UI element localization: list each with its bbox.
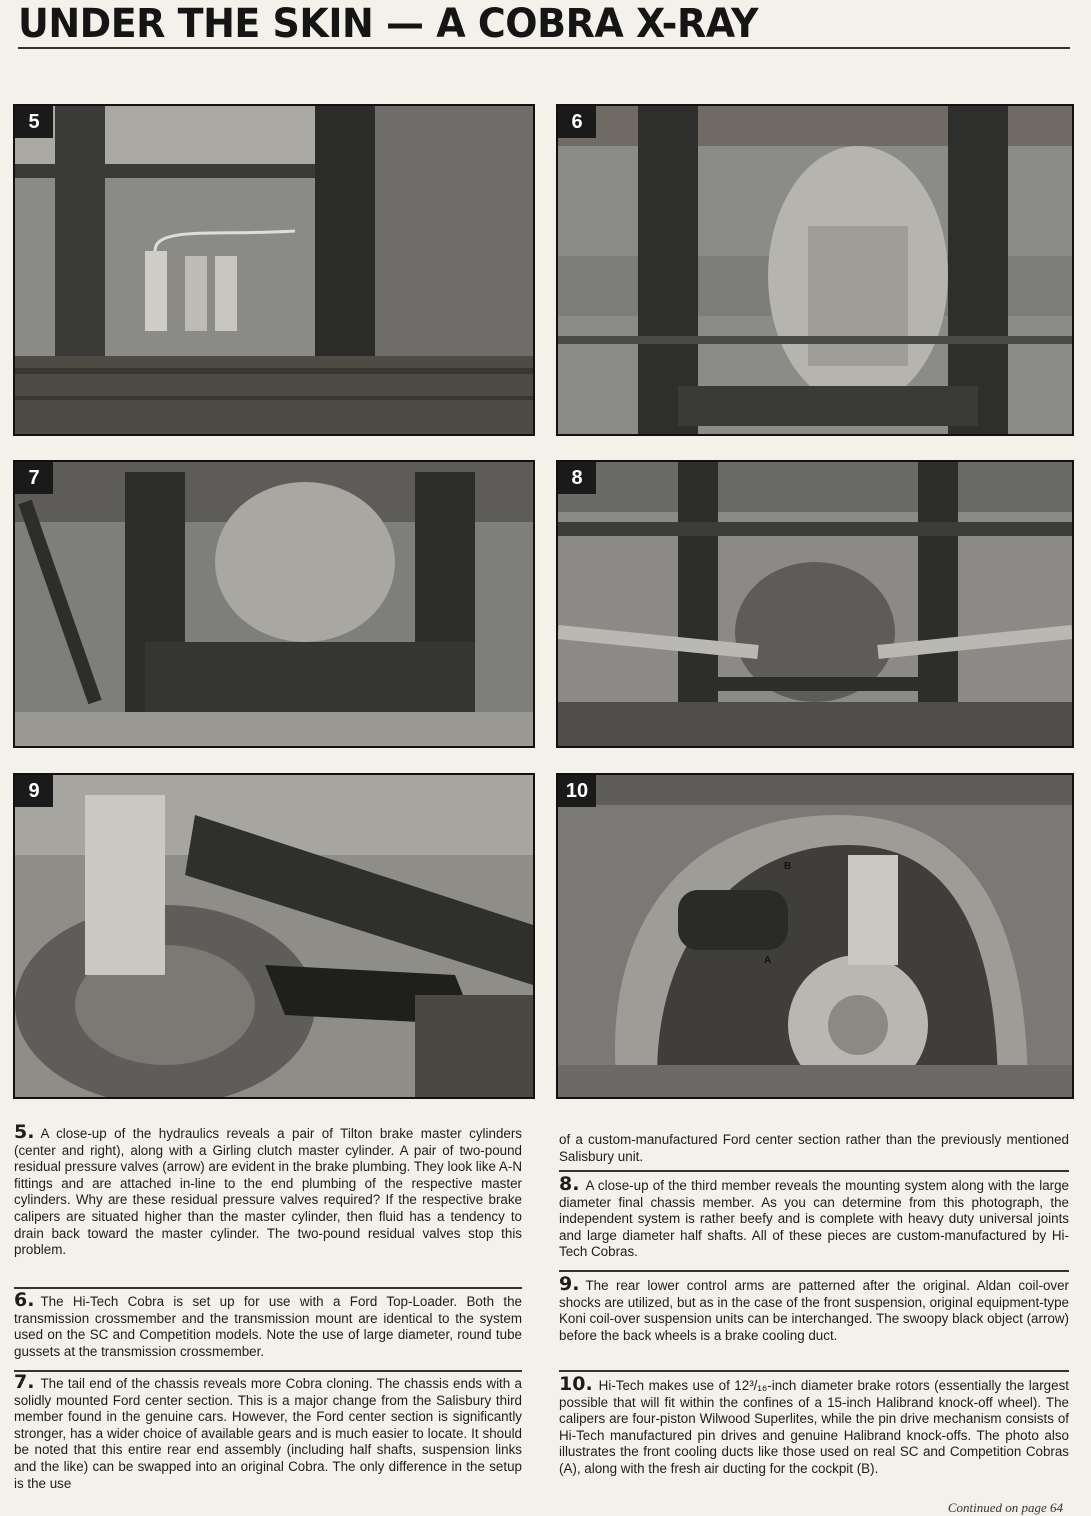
photo-6-image <box>558 106 1072 434</box>
photo-number-7: 7 <box>15 462 53 494</box>
photo-7-image <box>15 462 533 746</box>
caption-divider <box>559 1170 1069 1172</box>
caption-text: of a custom-manufactured Ford center section rather than the previously mentioned Salisbury unit. <box>559 1132 1069 1164</box>
photo-8-image <box>558 462 1072 746</box>
photo-10-image <box>558 775 1072 1097</box>
continued-note: Continued on page 64 <box>947 1500 1063 1515</box>
caption-9 <box>559 1273 1069 1344</box>
caption-text: The tail end of the chassis reveals more Cobra cloning. The chassis ends with a solidly mounted Ford center section. This is a major change from the Salisbury third member found in the genuine cars. However, the Ford center section is significantly stronger, has a wider choice of available gears and is much easier to locate. It should be noted that this entire rear end assembly (including half shafts, suspension links and the like) can be swapped into an original Cobra. The only difference in the setup is the use <box>14 1376 522 1491</box>
caption-divider <box>559 1370 1069 1372</box>
title-rule <box>18 47 1070 49</box>
page-title: UNDER THE SKIN — A COBRA X-RAY <box>18 0 758 47</box>
photo-number-5: 5 <box>15 106 53 138</box>
caption-text: A close-up of the hydraulics reveals a pair of Tilton brake master cylinders (center and right), along with a Girling clutch master cylinder. A pair of two-pound residual pressure valves (arrow) are evident in the brake plumbing. They look like A-N fittings and are attached in-line to the end plumbing of the respective master cylinders. Why are these residual pressure valves required? If the respective brake calipers are situated higher than the master cylinder, then fluid has a tendency to drain back toward the master cylinder. The two-pound residual valves stop this problem. <box>14 1126 522 1258</box>
caption-7 <box>14 1371 522 1492</box>
caption-text: A close-up of the third member reveals the mounting system along with the large diameter final chassis member. As you can determine from this photograph, the independent system is rather beefy and is complete with heavy duty universal joints and large diameter half shafts. All of these pieces are custom-manufactured by Hi-Tech Cobras. <box>559 1178 1069 1260</box>
photo-8 <box>556 460 1074 748</box>
photo-10 <box>556 773 1074 1099</box>
caption-10 <box>559 1373 1069 1478</box>
photo-9 <box>13 773 535 1099</box>
caption-divider <box>559 1270 1069 1272</box>
photo-6 <box>556 104 1074 436</box>
photo-5 <box>13 104 535 436</box>
caption-text: Hi-Tech makes use of 12³/₁₆-inch diameter brake rotors (essentially the largest possible that will fit within the confines of a 15-inch Halibrand knock-off wheel). The calipers are four-piston Wilwood Superlites, while the pin drive mechanism consists of Hi-Tech manufactured pin drives and genuine Halibrand knock-offs. The photo also illustrates the front cooling ducts like those used on real SC and Competition Cobras (A), along with the fresh air ducting for the cockpit (B). <box>559 1378 1069 1476</box>
caption-number: 5. <box>14 1121 35 1143</box>
photo-number-10: 10 <box>558 775 596 807</box>
caption-number: 8. <box>559 1173 580 1195</box>
photo-5-image <box>15 106 533 434</box>
caption-number: 9. <box>559 1273 580 1295</box>
caption-7-continued <box>559 1132 1069 1165</box>
caption-6 <box>14 1289 522 1360</box>
caption-number: 7. <box>14 1371 35 1393</box>
caption-number: 10. <box>559 1373 593 1395</box>
caption-number: 6. <box>14 1289 35 1311</box>
marker-b: B <box>784 861 792 872</box>
caption-5 <box>14 1121 522 1259</box>
photo-number-6: 6 <box>558 106 596 138</box>
photo-number-9: 9 <box>15 775 53 807</box>
photo-9-image <box>15 775 533 1097</box>
photo-number-8: 8 <box>558 462 596 494</box>
caption-divider <box>14 1287 522 1289</box>
caption-divider <box>14 1370 522 1372</box>
photo-7 <box>13 460 535 748</box>
caption-text: The Hi-Tech Cobra is set up for use with a Ford Top-Loader. Both the transmission crossmember and the transmission mount are identical to the system used on the SC and Competition models. Note the use of large diameter, round tube gussets at the transmission crossmember. <box>14 1294 522 1359</box>
caption-text: The rear lower control arms are patterned after the original. Aldan coil-over shocks are utilized, but as in the case of the front suspension, original equipment-type Koni coil-over suspension units can be interchanged. The swoopy black object (arrow) before the back wheels is a brake cooling duct. <box>559 1278 1069 1343</box>
marker-a: A <box>764 955 772 966</box>
caption-8 <box>559 1173 1069 1261</box>
